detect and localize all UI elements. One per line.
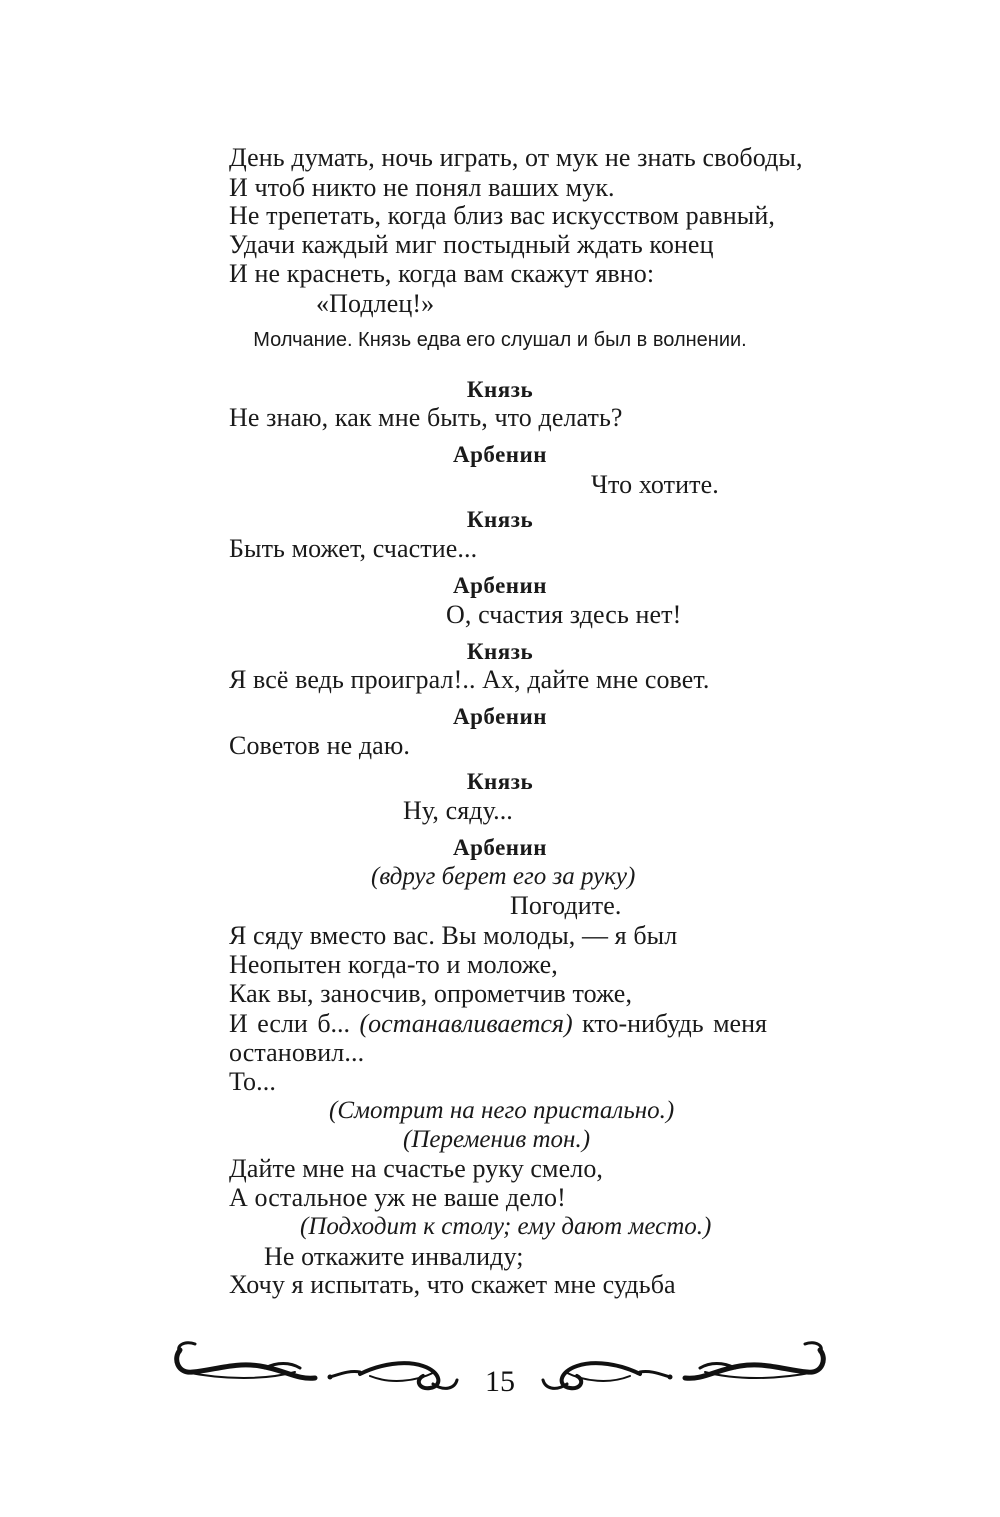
page-number: 15 <box>485 1365 515 1398</box>
stage-direction: (Подходит к столу; ему дают место.) <box>300 1213 712 1240</box>
word: меня <box>713 1009 767 1038</box>
verse-line: остановил... <box>229 1038 365 1067</box>
speaker-name: Арбенин <box>452 704 548 729</box>
word: если <box>257 1009 308 1038</box>
verse-line: «Подлец!» <box>316 289 435 318</box>
word: кто-нибудь <box>582 1009 704 1038</box>
dialogue-line: Ну, сяду... <box>403 796 513 825</box>
stage-direction: Молчание. Князь едва его слушал и был в волнении. <box>253 329 747 351</box>
verse-line: Я сяду вместо вас. Вы молоды, — я был <box>229 921 678 950</box>
speaker-name: Арбенин <box>452 835 548 860</box>
dialogue-line: Быть может, счастие... <box>229 534 478 563</box>
verse-line: То... <box>229 1067 276 1096</box>
speaker-name: Князь <box>466 377 534 402</box>
dialogue-line: Не знаю, как мне быть, что делать? <box>229 403 623 432</box>
speaker-name: Князь <box>466 507 534 532</box>
verse-line: Хочу я испытать, что скажет мне судьба <box>229 1270 676 1299</box>
stage-direction: (Переменив тон.) <box>403 1126 591 1153</box>
word: И <box>229 1009 248 1038</box>
speaker-name: Князь <box>466 769 534 794</box>
justified-verse-line <box>229 1009 767 1039</box>
verse-line: День думать, ночь играть, от мук не знать свободы, <box>229 143 803 172</box>
inline-stage-direction: (останавливается) <box>359 1009 573 1038</box>
speaker-name: Князь <box>466 639 534 664</box>
stage-direction: (вдруг берет его за руку) <box>371 863 636 890</box>
speaker-name: Арбенин <box>452 442 548 467</box>
verse-line: Дайте мне на счастье руку смело, <box>229 1154 604 1183</box>
stage-direction: (Смотрит на него пристально.) <box>329 1097 675 1124</box>
dialogue-line: Погодите. <box>510 891 622 920</box>
speaker-name: Арбенин <box>452 573 548 598</box>
dialogue-line: Советов не даю. <box>229 731 410 760</box>
verse-line: Не трепетать, когда близ вас искусством равный, <box>229 201 775 230</box>
dialogue-line: Что хотите. <box>591 470 719 499</box>
verse-line: Неопытен когда-то и моложе, <box>229 950 558 979</box>
word: б... <box>317 1009 351 1038</box>
verse-line: И чтоб никто не понял ваших мук. <box>229 173 615 202</box>
verse-line: Удачи каждый миг постыдный ждать конец <box>229 230 714 259</box>
dialogue-line: Я всё ведь проиграл!.. Ах, дайте мне совет. <box>229 665 710 694</box>
verse-line: Не откажите инвалиду; <box>264 1242 524 1271</box>
dialogue-line: О, счастия здесь нет! <box>446 600 682 629</box>
verse-line: А остальное уж не ваше дело! <box>229 1183 566 1212</box>
verse-line: Как вы, заносчив, опрометчив тоже, <box>229 979 633 1008</box>
verse-line: И не краснеть, когда вам скажут явно: <box>229 259 655 288</box>
